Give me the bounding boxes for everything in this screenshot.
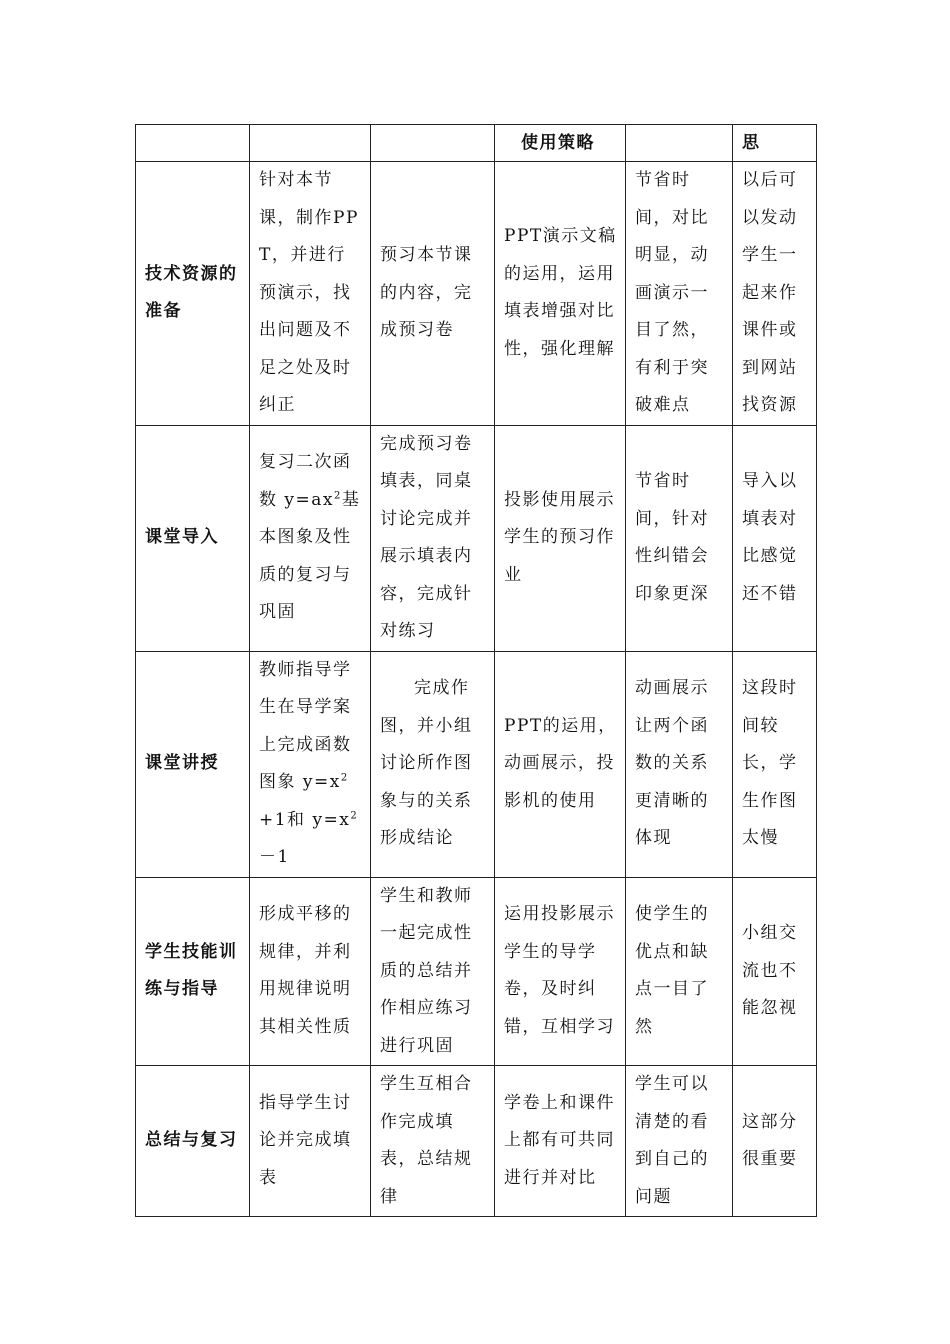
stage-cell: 总结与复习 — [136, 1066, 250, 1217]
header-row — [136, 125, 817, 162]
teacher-text-b: 基本图象及性质的复习与巩固 — [259, 489, 361, 623]
strategy-cell: PPT的运用，动画展示，投影机的使用 — [495, 651, 626, 877]
teacher-activity-cell — [250, 651, 371, 877]
header-cell-2 — [250, 125, 371, 162]
effect-cell: 使学生的优点和缺点一目了然 — [626, 877, 733, 1066]
student-activity-cell: 完成预习卷填表，同桌讨论完成并展示填表内容，完成针对练习 — [371, 425, 495, 651]
strategy-cell: 投影使用展示学生的预习作业 — [495, 425, 626, 651]
table-row — [136, 162, 817, 426]
effect-cell: 节省时间，对比明显，动画演示一目了然，有利于突破难点 — [626, 162, 733, 426]
teacher-activity-cell — [250, 425, 371, 651]
table-row — [136, 651, 817, 877]
teacher-activity-cell: 指导学生讨论并完成填表 — [250, 1066, 371, 1217]
strategy-cell: PPT演示文稿的运用，运用填表增强对比性，强化理解 — [495, 162, 626, 426]
header-cell-5 — [626, 125, 733, 162]
superscript: 2 — [350, 809, 359, 821]
teacher-activity-cell: 形成平移的规律，并利用规律说明其相关性质 — [250, 877, 371, 1066]
strategy-cell: 运用投影展示学生的导学卷，及时纠错，互相学习 — [495, 877, 626, 1066]
effect-cell: 学生可以清楚的看到自己的问题 — [626, 1066, 733, 1217]
teacher-text-a: 复习二次函数 y=ax — [259, 452, 352, 510]
teacher-text-b: +1和 y=x — [259, 809, 351, 830]
teacher-text-a: 教师指导学生在导学案上完成函数图象 y=x — [259, 659, 352, 792]
teacher-text-c: －1 — [259, 847, 290, 867]
reflection-cell: 这段时间较长，学生作图太慢 — [733, 651, 817, 877]
reflection-cell: 导入以填表对比感觉还不错 — [733, 425, 817, 651]
reflection-cell: 以后可以发动学生一起来作课件或到网站找资源 — [733, 162, 817, 426]
stage-cell: 技术资源的准备 — [136, 162, 250, 426]
strategy-cell: 学卷上和课件上都有可共同进行并对比 — [495, 1066, 626, 1217]
stage-cell: 课堂导入 — [136, 425, 250, 651]
table-row — [136, 425, 817, 651]
header-cell-1 — [136, 125, 250, 162]
reflection-cell: 这部分很重要 — [733, 1066, 817, 1217]
table-row — [136, 1066, 817, 1217]
student-activity-cell: 学生互相合作完成填表，总结规律 — [371, 1066, 495, 1217]
lesson-table — [135, 124, 817, 1217]
student-activity-cell: 学生和教师一起完成性质的总结并作相应练习进行巩固 — [371, 877, 495, 1066]
superscript: 2 — [333, 490, 342, 502]
header-cell-reflection: 思 — [733, 125, 817, 162]
teacher-activity-cell: 针对本节课，制作PPT，并进行预演示，找出问题及不足之处及时纠正 — [250, 162, 371, 426]
effect-cell: 节省时间，针对性纠错会印象更深 — [626, 425, 733, 651]
stage-cell: 学生技能训练与指导 — [136, 877, 250, 1066]
effect-cell: 动画展示让两个函数的关系更清晰的体现 — [626, 651, 733, 877]
superscript: 2 — [340, 772, 349, 784]
reflection-cell: 小组交流也不能忽视 — [733, 877, 817, 1066]
stage-cell: 课堂讲授 — [136, 651, 250, 877]
header-cell-strategy: 使用策略 — [495, 125, 626, 162]
table-row — [136, 877, 817, 1066]
student-activity-cell: 完成作图，并小组讨论所作图象与的关系形成结论 — [371, 651, 495, 877]
header-cell-3 — [371, 125, 495, 162]
student-activity-cell: 预习本节课的内容，完成预习卷 — [371, 162, 495, 426]
